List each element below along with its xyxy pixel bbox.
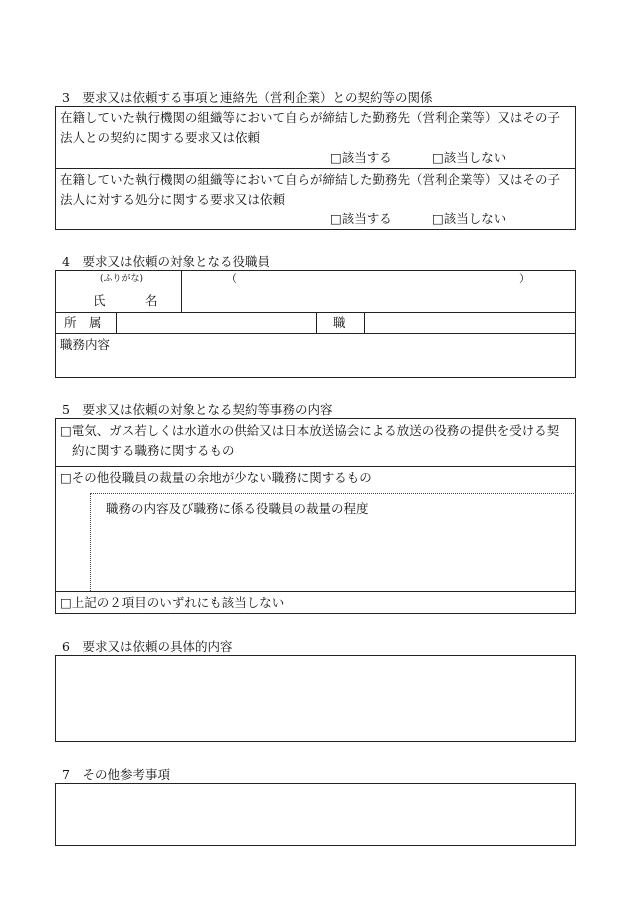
position-input[interactable] [366, 314, 574, 332]
affiliation-label: 所 属 [64, 315, 102, 330]
affiliation-input[interactable] [118, 314, 314, 332]
name-input[interactable] [190, 272, 570, 310]
section3-heading: 3 要求又は依頼する事項と連絡先（営利企業）との契約等の関係 [62, 90, 433, 105]
furigana-paren-open: （ [226, 272, 237, 285]
section4-position-divider-left [316, 312, 317, 333]
section3-row2-checkbox-no[interactable]: □該当しない [432, 211, 507, 226]
section3-row1-text-line1: 在籍していた執行機関の組織等において自らが締結した勤務先（営利企業等）又はその子 [60, 110, 561, 125]
section7-textarea[interactable] [55, 783, 576, 846]
section6-heading: 6 要求又は依頼の具体的内容 [62, 639, 233, 654]
section5-option1-line2: 約に関する職務に関するもの [72, 443, 235, 458]
section5-row-divider-2 [55, 591, 576, 592]
section3-row2-checkbox-yes[interactable]: □該当する [330, 211, 392, 226]
section3-row-divider [55, 168, 576, 169]
section5-heading: 5 要求又は依頼の対象となる契約等事務の内容 [62, 402, 333, 417]
name-label-1: 氏 [93, 293, 106, 308]
section6-textarea[interactable] [55, 655, 576, 742]
section5-option2[interactable]: □その他役職員の裁量の余地が少ない職務に関するもの [60, 470, 372, 485]
duties-label: 職務内容 [60, 337, 111, 352]
section3-row1-checkbox-yes[interactable]: □該当する [330, 150, 392, 165]
section5-row-divider-1 [55, 466, 576, 467]
section5-detail-label: 職務の内容及び職務に係る役職員の裁量の程度 [106, 501, 369, 516]
duties-input[interactable] [57, 355, 574, 376]
section4-row-divider-2 [55, 333, 576, 334]
furigana-paren-close: ） [519, 272, 530, 285]
section3-row2-text-line1: 在籍していた執行機関の組織等において自らが締結した勤務先（営利企業等）又はその子 [60, 172, 561, 187]
section4-heading: 4 要求又は依頼の対象となる役職員 [62, 254, 270, 269]
section5-detail-input[interactable] [94, 520, 574, 588]
section5-detail-left-border [90, 493, 91, 591]
section3-row1-text-line2: 法人との契約に関する要求又は依頼 [60, 130, 261, 145]
section5-option3[interactable]: □上記の２項目のいずれにも該当しない [60, 595, 285, 610]
position-label: 職 [333, 315, 346, 330]
section4-name-divider [181, 270, 182, 312]
section3-row2-text-line2: 法人に対する処分に関する要求又は依頼 [60, 192, 286, 207]
section4-position-divider-right [364, 312, 365, 333]
furigana-label: (ふりがな) [100, 274, 144, 284]
section5-detail-top-border [90, 493, 576, 494]
section5-option1-line1[interactable]: □電気、ガス若しくは水道水の供給又は日本放送協会による放送の役務の提供を受ける契 [60, 423, 560, 438]
section7-heading: 7 その他参考事項 [62, 767, 170, 782]
section3-row1-checkbox-no[interactable]: □該当しない [432, 150, 507, 165]
section4-affiliation-divider [116, 312, 117, 333]
name-label-2: 名 [145, 293, 158, 308]
